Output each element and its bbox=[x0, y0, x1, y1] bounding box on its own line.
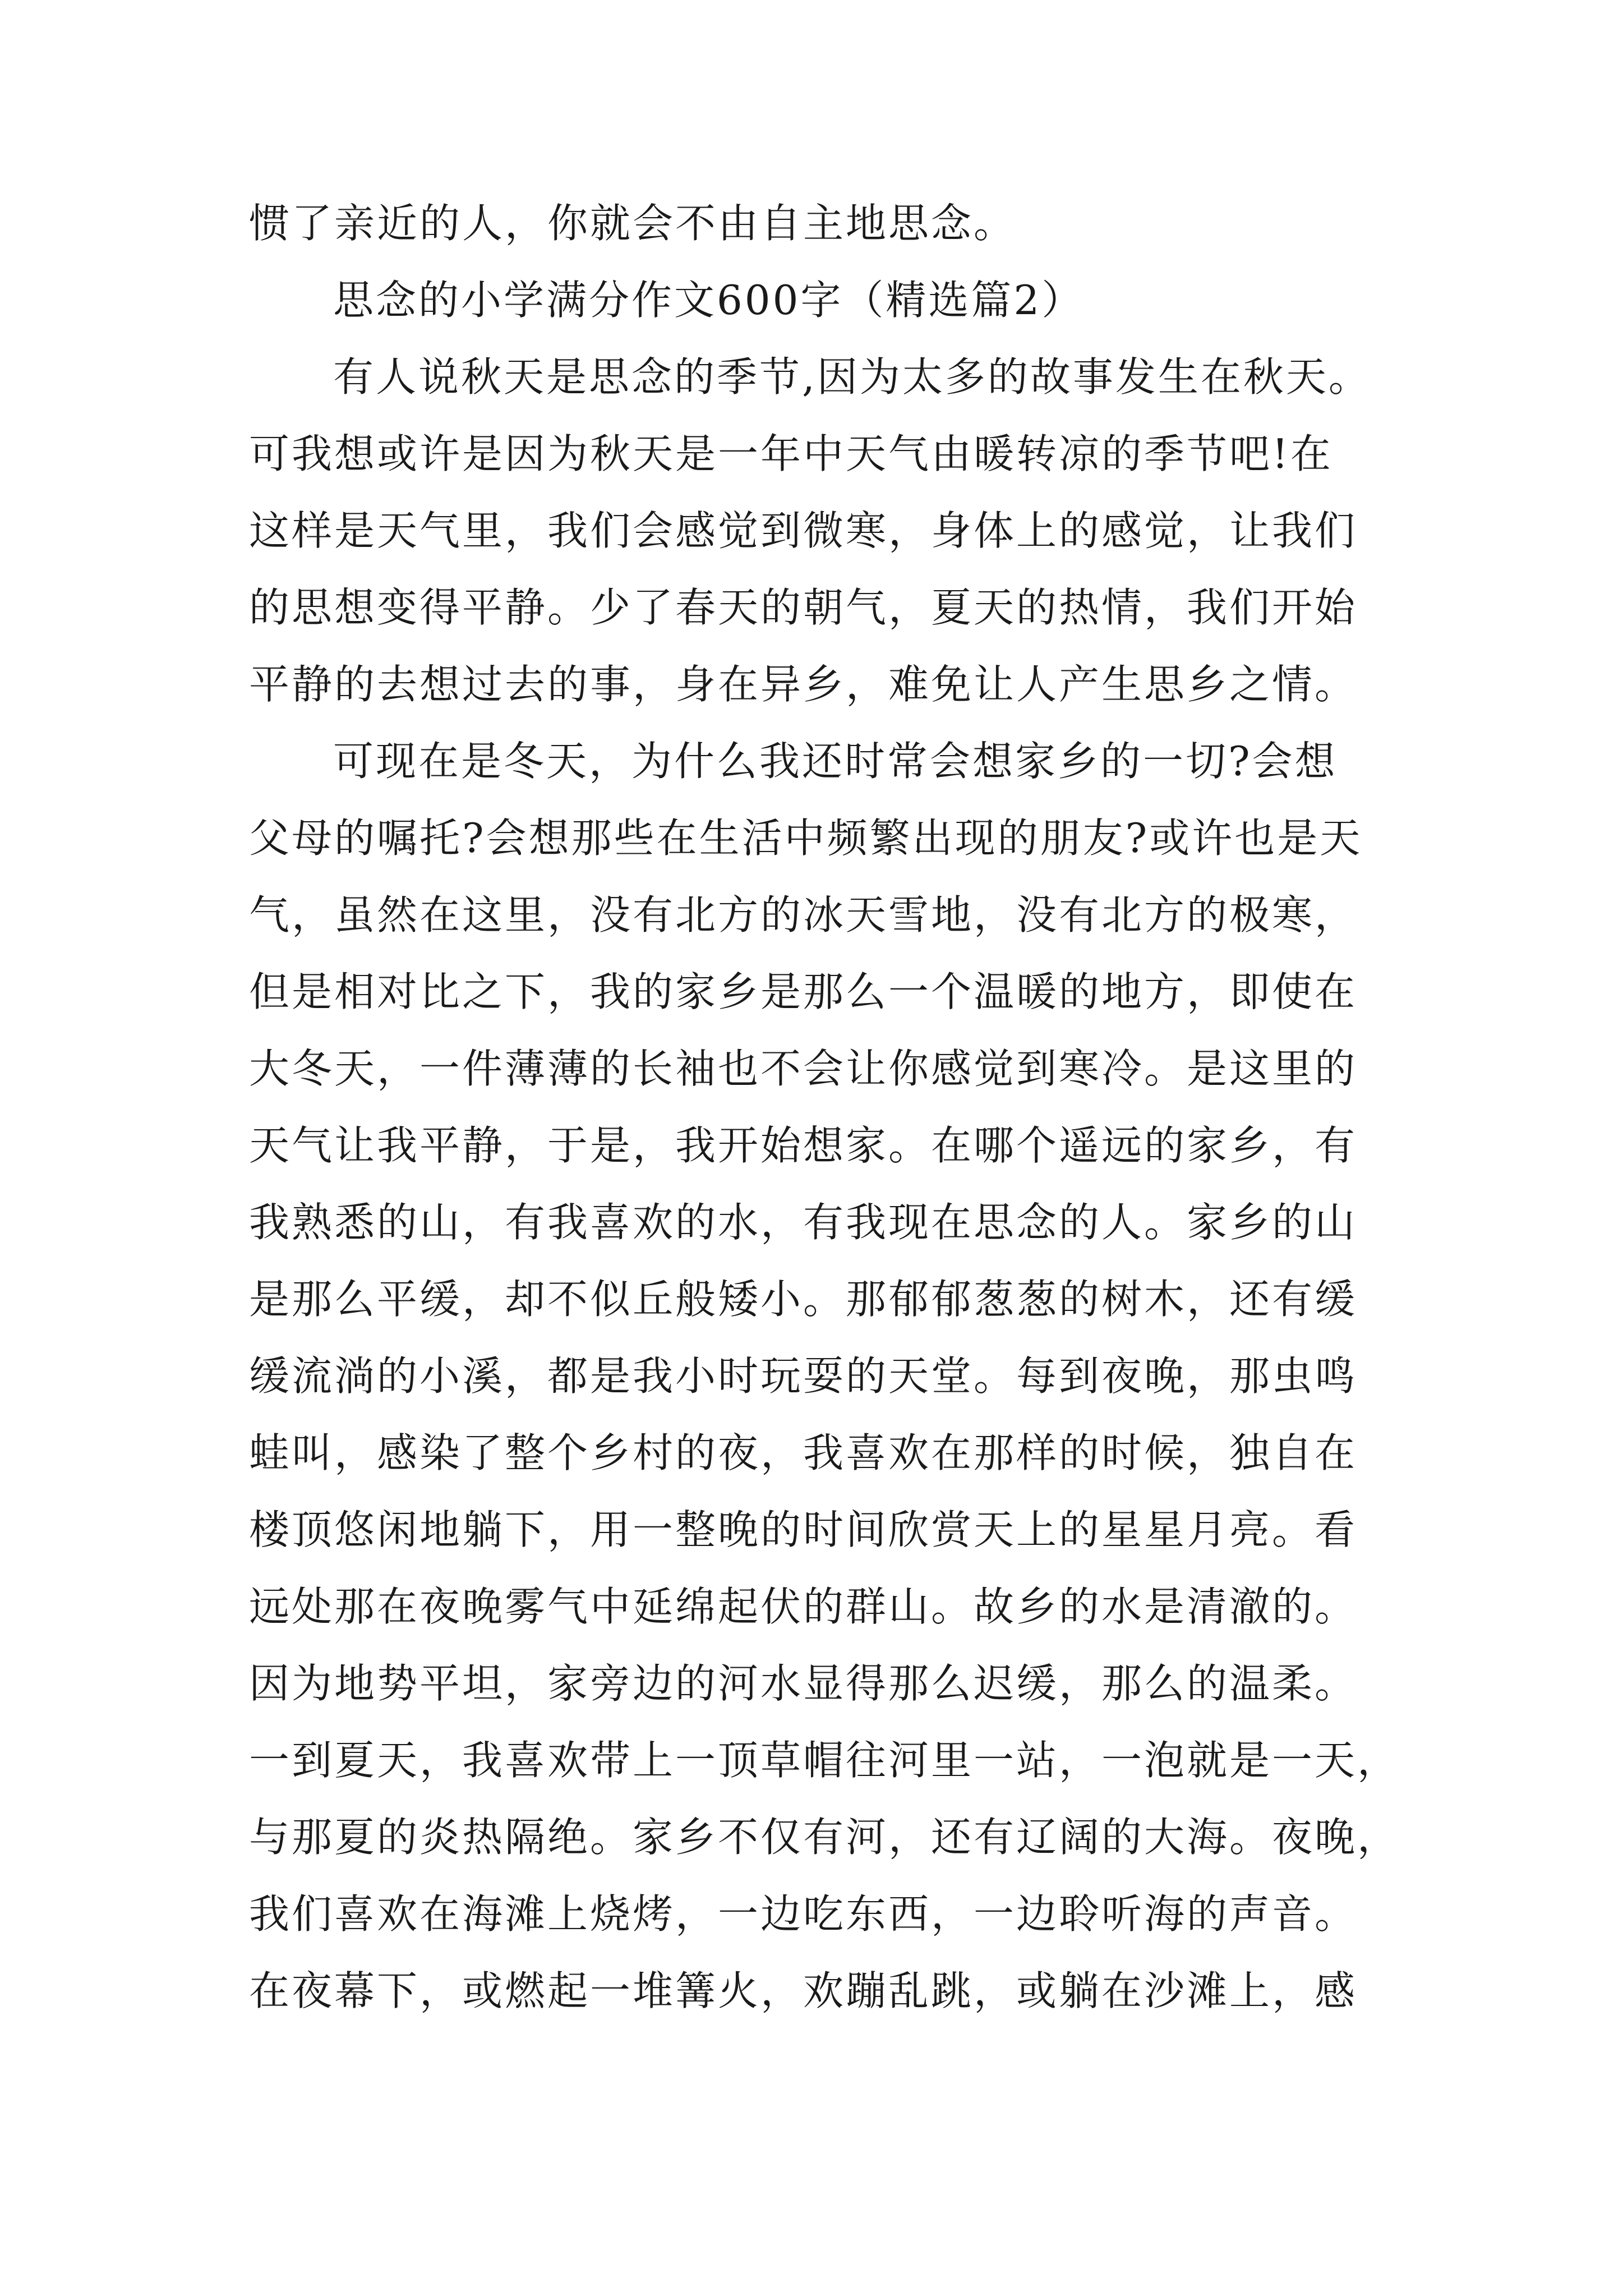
text-line: 可我想或许是因为秋天是一年中天气由暖转凉的季节吧!在 bbox=[249, 430, 1333, 477]
text-line: 是那么平缓，却不似丘般矮小。那郁郁葱葱的树木，还有缓 bbox=[249, 1276, 1358, 1323]
text-line: 我们喜欢在海滩上烧烤，一边吃东西，一边聆听海的声音。 bbox=[249, 1890, 1358, 1938]
text-line: 蛙叫，感染了整个乡村的夜，我喜欢在那样的时候，独自在 bbox=[249, 1429, 1358, 1476]
text-line: 大冬天，一件薄薄的长袖也不会让你感觉到寒冷。是这里的 bbox=[249, 1045, 1358, 1092]
text-line: 与那夏的炎热隔绝。家乡不仅有河，还有辽阔的大海。夜晚， bbox=[249, 1814, 1400, 1861]
text-line: 楼顶悠闲地躺下，用一整晚的时间欣赏天上的星星月亮。看 bbox=[249, 1506, 1358, 1553]
text-line: 一到夏天，我喜欢带上一顶草帽往河里一站，一泡就是一天， bbox=[249, 1737, 1400, 1784]
text-line: 远处那在夜晚雾气中延绵起伏的群山。故乡的水是清澈的。 bbox=[249, 1583, 1358, 1630]
text-line: 天气让我平静，于是，我开始想家。在哪个遥远的家乡，有 bbox=[249, 1122, 1358, 1169]
text-line: 缓流淌的小溪，都是我小时玩耍的天堂。每到夜晚，那虫鸣 bbox=[249, 1352, 1358, 1400]
section-heading: 思念的小学满分作文600字（精选篇2） bbox=[333, 277, 1085, 324]
text-line: 平静的去想过去的事，身在异乡，难免让人产生思乡之情。 bbox=[249, 661, 1358, 708]
text-line: 可现在是冬天，为什么我还时常会想家乡的一切?会想 bbox=[333, 738, 1338, 785]
text-line: 但是相对比之下，我的家乡是那么一个温暖的地方，即使在 bbox=[249, 968, 1358, 1015]
text-line: 父母的嘱托?会想那些在生活中频繁出现的朋友?或许也是天 bbox=[249, 815, 1363, 862]
text-line: 这样是天气里，我们会感觉到微寒，身体上的感觉，让我们 bbox=[249, 507, 1358, 554]
text-line: 有人说秋天是思念的季节,因为太多的故事发生在秋天。 bbox=[333, 353, 1371, 401]
text-line: 在夜幕下，或燃起一堆篝火，欢蹦乱跳，或躺在沙滩上，感 bbox=[249, 1967, 1358, 2014]
text-line: 的思想变得平静。少了春天的朝气，夏天的热情，我们开始 bbox=[249, 584, 1358, 631]
text-line: 因为地势平坦，家旁边的河水显得那么迟缓，那么的温柔。 bbox=[249, 1660, 1358, 1707]
text-line: 惯了亲近的人，你就会不由自主地思念。 bbox=[249, 200, 1017, 247]
text-line: 气，虽然在这里，没有北方的冰天雪地，没有北方的极寒， bbox=[249, 891, 1358, 938]
text-line: 我熟悉的山，有我喜欢的水，有我现在思念的人。家乡的山 bbox=[249, 1199, 1358, 1246]
essay-text bbox=[249, 185, 1400, 2030]
